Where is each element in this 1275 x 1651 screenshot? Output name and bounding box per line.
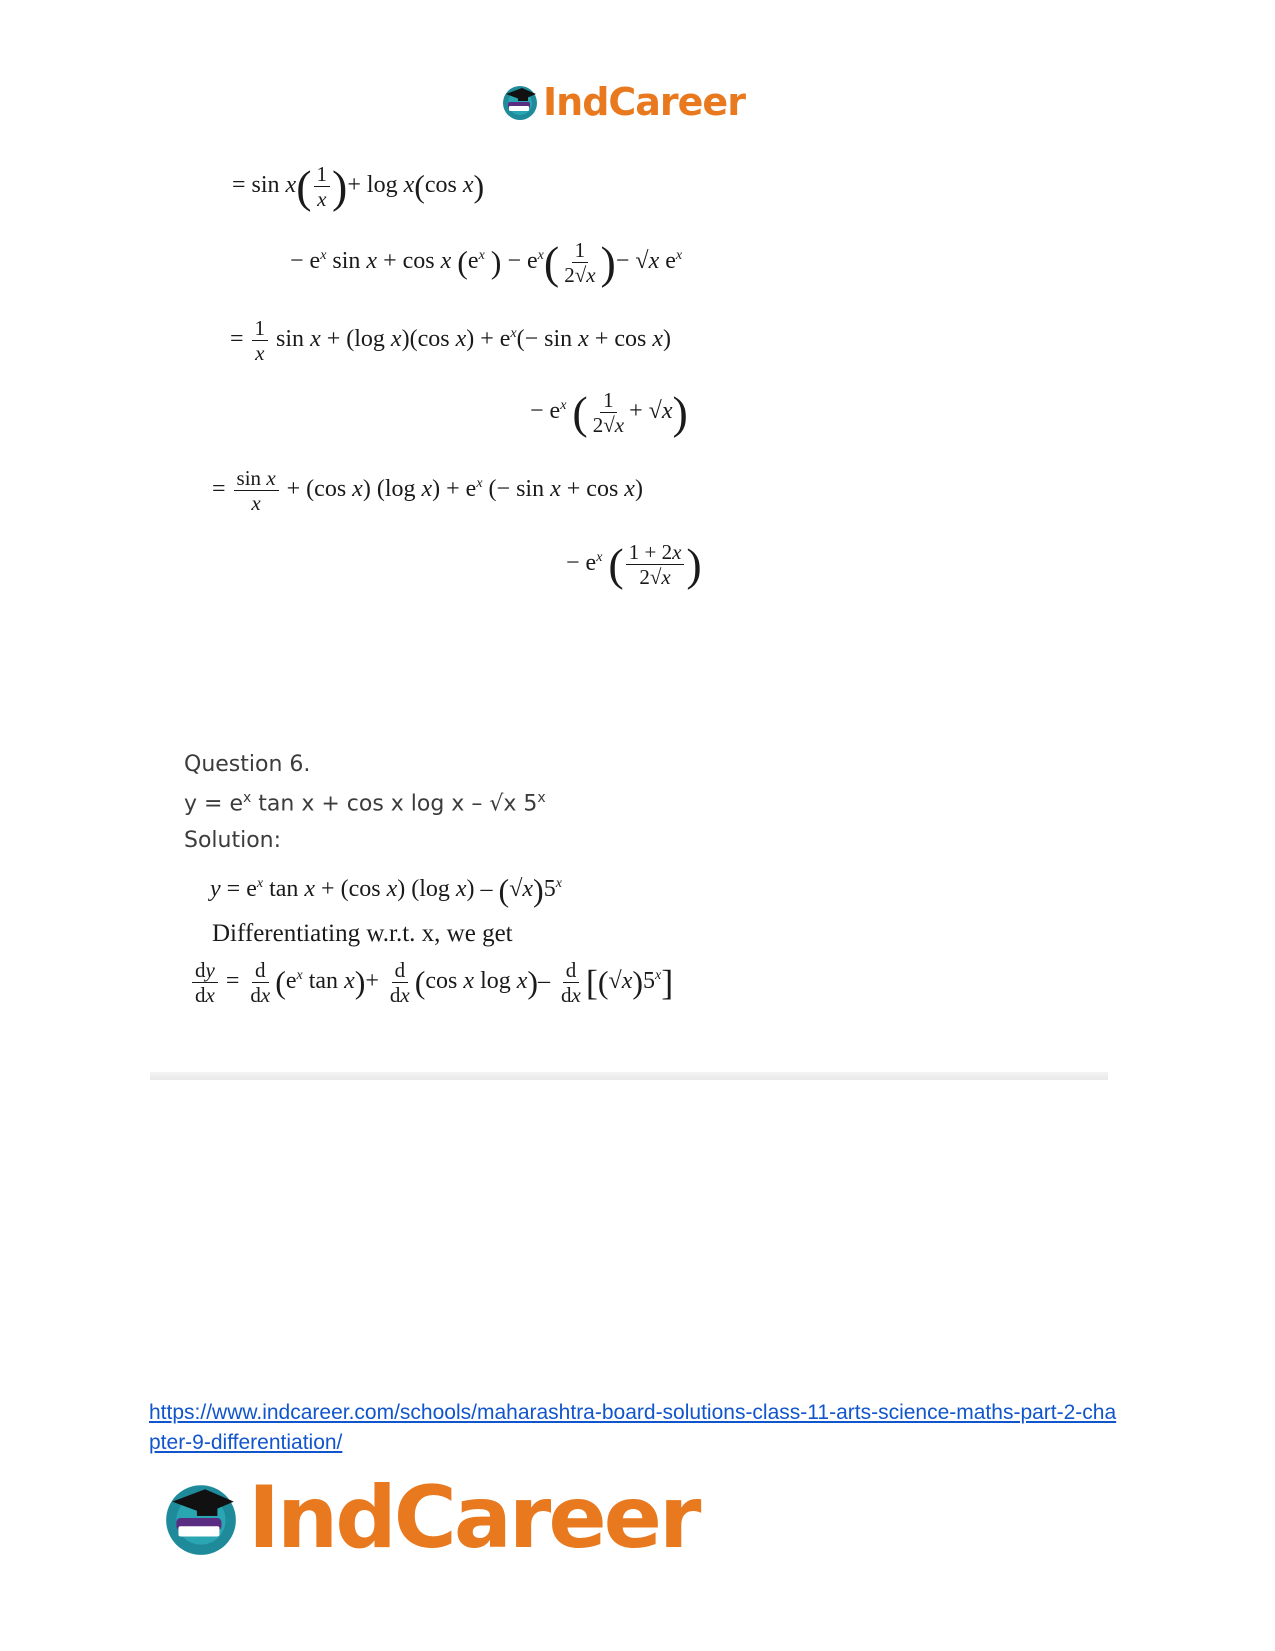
globe-grad-cap-icon	[160, 1477, 242, 1559]
solution-label: Solution:	[184, 828, 282, 853]
solution-line-1: $y = e^x$ tan x + (cos x) (log x) – (√x)5$^x$	[210, 872, 562, 908]
source-link[interactable]: https://www.indcareer.com/schools/maharashtra-board-solutions-class-11-arts-science-maths-part-2-chapter-9-differentiation/	[149, 1401, 1117, 1454]
question-title: Question 6.	[184, 752, 311, 777]
question-statement: $y = e^x$ tan x + cos x log x – √x 5$^x$	[184, 790, 546, 817]
logo-wordmark: IndCareer	[543, 80, 745, 124]
header-logo	[500, 80, 745, 124]
footer-logo	[160, 1468, 698, 1568]
solution-line-3: $\frac{dy}{dx}$ = $\frac{d}{dx}$ ($e^x$ tan x)+ $\frac{d}{dx}$ (cos x log x)– $\frac{d}{dx}$ [(√x)5$^x$]	[190, 958, 673, 1007]
logo-wordmark: IndCareer	[248, 1468, 699, 1568]
math-line-2: − $e^x$ sin x + cos x ($e^x$ ) − $e^x$( $\frac{1}{2√x}$ )− √x $e^x$	[290, 237, 683, 288]
math-line-4: − $e^x$ ( $\frac{1}{2√x}$ + √x)	[530, 387, 688, 438]
solution-line-2: Differentiating w.r.t. x, we get	[212, 920, 513, 947]
math-line-6: − $e^x$ ( $\frac{1 + 2x}{2√x}$ )	[566, 539, 702, 590]
globe-grad-cap-icon	[500, 82, 540, 122]
math-line-3: = $\frac{1}{x}$ sin x + (log x)(cos $x) + e^x(- \sin x + \cos x)$	[230, 316, 672, 366]
image-bottom-edge	[150, 1072, 1108, 1080]
math-line-1: = sin x( $\frac{1}{x}$ )+ log x(cos x)	[232, 161, 485, 212]
math-line-5: = $\frac{\text{sin x}}{x}$ + (cos x) (log $x) + e^x$ (− sin x + cos x)	[212, 466, 643, 516]
